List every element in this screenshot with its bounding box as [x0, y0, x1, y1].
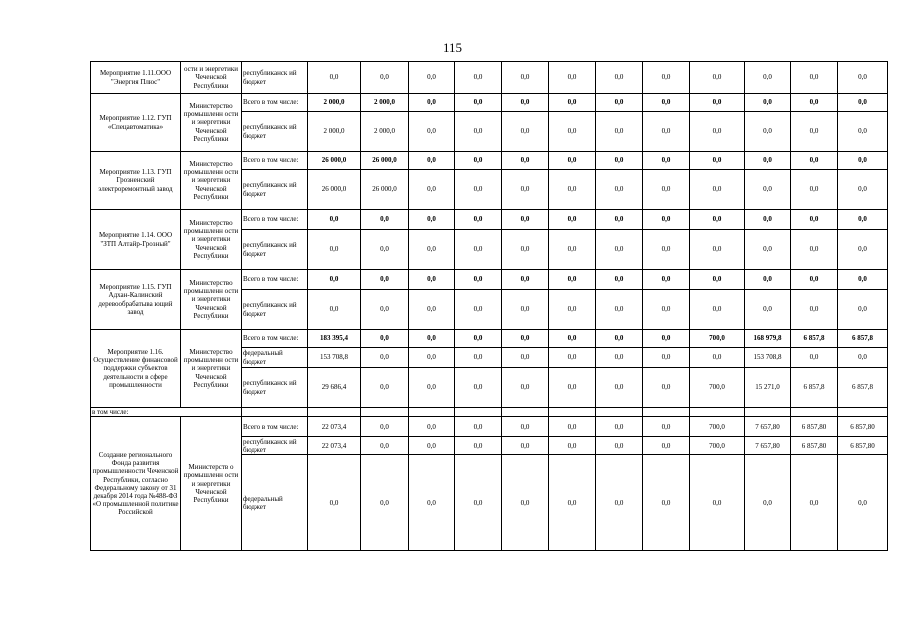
empty-cell — [549, 408, 596, 417]
funding-source: республиканск ий бюджет — [242, 368, 308, 408]
value-cell: 0,0 — [643, 170, 690, 210]
value-cell: 0,0 — [409, 437, 455, 455]
value-cell: 0,0 — [596, 210, 643, 230]
value-cell: 0,0 — [549, 230, 596, 270]
value-cell: 0,0 — [596, 94, 643, 112]
value-cell: 0,0 — [361, 437, 409, 455]
value-cell: 0,0 — [549, 290, 596, 330]
value-cell: 29 686,4 — [308, 368, 361, 408]
subheading-text: в том числе: — [91, 408, 242, 417]
value-cell: 0,0 — [502, 230, 549, 270]
empty-cell — [596, 408, 643, 417]
value-cell: 0,0 — [308, 290, 361, 330]
value-cell: 0,0 — [502, 290, 549, 330]
funding-source: Всего в том числе: — [242, 330, 308, 348]
value-cell: 26 000,0 — [308, 152, 361, 170]
empty-cell — [455, 408, 502, 417]
measure-name: Создание регионального Фонда развития промышленности Чеченской Республики, согласно Федеральному закону от 31 декабря 2014 года №488-ФЗ «О промышленной политике Российской — [91, 417, 181, 551]
value-cell: 0,0 — [409, 368, 455, 408]
value-cell: 0,0 — [502, 152, 549, 170]
value-cell: 0,0 — [549, 437, 596, 455]
measure-name: Мероприятие 1.12. ГУП «Спецавтоматика» — [91, 94, 181, 152]
value-cell: 700,0 — [690, 437, 745, 455]
value-cell: 0,0 — [502, 62, 549, 94]
value-cell: 0,0 — [596, 330, 643, 348]
value-cell: 0,0 — [502, 94, 549, 112]
value-cell: 700,0 — [690, 330, 745, 348]
value-cell: 0,0 — [308, 62, 361, 94]
value-cell: 6 857,8 — [838, 330, 888, 348]
value-cell: 2 000,0 — [361, 94, 409, 112]
value-cell: 0,0 — [838, 210, 888, 230]
value-cell: 0,0 — [745, 170, 791, 210]
value-cell: 6 857,80 — [838, 417, 888, 437]
value-cell: 0,0 — [838, 94, 888, 112]
executor-name: Министерств о промышленн ости и энергетики Чеченской Республики — [181, 417, 242, 551]
value-cell: 0,0 — [455, 230, 502, 270]
value-cell: 0,0 — [502, 270, 549, 290]
value-cell: 0,0 — [643, 330, 690, 348]
value-cell: 0,0 — [643, 62, 690, 94]
value-cell: 0,0 — [502, 417, 549, 437]
value-cell: 26 000,0 — [361, 152, 409, 170]
value-cell: 0,0 — [455, 270, 502, 290]
value-cell: 0,0 — [502, 112, 549, 152]
value-cell: 22 073,4 — [308, 417, 361, 437]
budget-table — [90, 61, 888, 551]
value-cell: 0,0 — [549, 417, 596, 437]
value-cell: 0,0 — [643, 348, 690, 368]
value-cell: 0,0 — [690, 270, 745, 290]
value-cell: 0,0 — [502, 210, 549, 230]
value-cell: 0,0 — [549, 455, 596, 551]
value-cell: 0,0 — [409, 62, 455, 94]
value-cell: 0,0 — [745, 62, 791, 94]
value-cell: 0,0 — [455, 330, 502, 348]
value-cell: 0,0 — [838, 230, 888, 270]
value-cell: 0,0 — [643, 112, 690, 152]
value-cell: 0,0 — [791, 62, 838, 94]
value-cell: 7 657,80 — [745, 437, 791, 455]
value-cell: 0,0 — [409, 94, 455, 112]
value-cell: 0,0 — [596, 417, 643, 437]
executor-name: Министерство промышленн ости и энергетики Чеченской Республики — [181, 210, 242, 270]
value-cell: 0,0 — [838, 270, 888, 290]
value-cell: 0,0 — [643, 437, 690, 455]
value-cell: 0,0 — [409, 290, 455, 330]
funding-source: Всего в том числе: — [242, 417, 308, 437]
value-cell: 0,0 — [549, 348, 596, 368]
value-cell: 15 271,0 — [745, 368, 791, 408]
value-cell: 0,0 — [791, 112, 838, 152]
value-cell: 700,0 — [690, 417, 745, 437]
value-cell: 0,0 — [838, 290, 888, 330]
value-cell: 168 979,8 — [745, 330, 791, 348]
value-cell: 6 857,8 — [838, 368, 888, 408]
value-cell: 0,0 — [596, 170, 643, 210]
empty-cell — [643, 408, 690, 417]
value-cell: 26 000,0 — [308, 170, 361, 210]
funding-source: Всего в том числе: — [242, 94, 308, 112]
table-row — [91, 330, 888, 348]
value-cell: 0,0 — [409, 417, 455, 437]
value-cell: 6 857,80 — [838, 437, 888, 455]
value-cell: 0,0 — [308, 455, 361, 551]
page-number: 115 — [442, 40, 463, 55]
value-cell: 0,0 — [643, 270, 690, 290]
funding-source: Всего в том числе: — [242, 270, 308, 290]
value-cell: 0,0 — [791, 455, 838, 551]
value-cell: 0,0 — [745, 270, 791, 290]
value-cell: 0,0 — [791, 290, 838, 330]
value-cell: 0,0 — [596, 112, 643, 152]
table-row — [91, 94, 888, 112]
value-cell: 0,0 — [690, 62, 745, 94]
value-cell: 0,0 — [643, 210, 690, 230]
value-cell: 0,0 — [361, 368, 409, 408]
value-cell: 0,0 — [409, 330, 455, 348]
value-cell: 0,0 — [361, 230, 409, 270]
value-cell: 0,0 — [409, 152, 455, 170]
value-cell: 0,0 — [361, 210, 409, 230]
measure-name: Мероприятие 1.13. ГУП Грозненский электроремонтный завод — [91, 152, 181, 210]
value-cell: 0,0 — [838, 152, 888, 170]
value-cell: 0,0 — [455, 94, 502, 112]
value-cell: 0,0 — [361, 330, 409, 348]
value-cell: 0,0 — [455, 210, 502, 230]
value-cell: 0,0 — [791, 348, 838, 368]
value-cell: 0,0 — [791, 270, 838, 290]
value-cell: 0,0 — [690, 230, 745, 270]
value-cell: 0,0 — [791, 230, 838, 270]
value-cell: 0,0 — [409, 455, 455, 551]
value-cell: 0,0 — [643, 94, 690, 112]
empty-cell — [502, 408, 549, 417]
value-cell: 0,0 — [745, 230, 791, 270]
value-cell: 0,0 — [643, 290, 690, 330]
value-cell: 0,0 — [502, 455, 549, 551]
value-cell: 0,0 — [838, 455, 888, 551]
value-cell: 0,0 — [361, 455, 409, 551]
value-cell: 0,0 — [409, 112, 455, 152]
measure-name: Мероприятие 1.16. Осуществление финансовой поддержки субъектов деятельности в сфере промышленности — [91, 330, 181, 408]
value-cell: 0,0 — [308, 270, 361, 290]
value-cell: 0,0 — [549, 112, 596, 152]
value-cell: 0,0 — [745, 290, 791, 330]
value-cell: 0,0 — [549, 330, 596, 348]
table-row — [91, 417, 888, 437]
value-cell: 0,0 — [643, 455, 690, 551]
value-cell: 0,0 — [643, 230, 690, 270]
value-cell: 6 857,8 — [791, 330, 838, 348]
value-cell: 6 857,8 — [791, 368, 838, 408]
value-cell: 0,0 — [838, 62, 888, 94]
value-cell: 0,0 — [409, 230, 455, 270]
funding-source: республиканск ий бюджет — [242, 62, 308, 94]
value-cell: 0,0 — [690, 348, 745, 368]
value-cell: 0,0 — [502, 170, 549, 210]
value-cell: 0,0 — [690, 210, 745, 230]
value-cell: 0,0 — [549, 62, 596, 94]
funding-source: федеральный бюджет — [242, 348, 308, 368]
value-cell: 0,0 — [791, 210, 838, 230]
executor-name: ости и энергетики Чеченской Республики — [181, 62, 242, 94]
subheading-row — [91, 408, 888, 417]
value-cell: 0,0 — [409, 270, 455, 290]
value-cell: 0,0 — [455, 455, 502, 551]
funding-source: республиканск ий бюджет — [242, 170, 308, 210]
value-cell: 0,0 — [596, 290, 643, 330]
value-cell: 0,0 — [791, 170, 838, 210]
measure-name: Мероприятие 1.14. ООО "ЗТП Алтайр-Грозный" — [91, 210, 181, 270]
value-cell: 0,0 — [549, 152, 596, 170]
funding-source: Всего в том числе: — [242, 152, 308, 170]
value-cell: 0,0 — [455, 437, 502, 455]
funding-source: республиканск ий бюджет — [242, 437, 308, 455]
value-cell: 0,0 — [409, 210, 455, 230]
value-cell: 0,0 — [838, 170, 888, 210]
value-cell: 0,0 — [690, 152, 745, 170]
measure-name: Мероприятие 1.11.ООО "Энергия Плюс" — [91, 62, 181, 94]
value-cell: 0,0 — [838, 348, 888, 368]
value-cell: 0,0 — [308, 210, 361, 230]
executor-name: Министерство промышленн ости и энергетики Чеченской Республики — [181, 152, 242, 210]
value-cell: 22 073,4 — [308, 437, 361, 455]
value-cell: 700,0 — [690, 368, 745, 408]
value-cell: 0,0 — [596, 437, 643, 455]
value-cell: 0,0 — [549, 170, 596, 210]
value-cell: 153 708,8 — [745, 348, 791, 368]
value-cell: 7 657,80 — [745, 417, 791, 437]
value-cell: 0,0 — [455, 290, 502, 330]
value-cell: 0,0 — [596, 270, 643, 290]
value-cell: 0,0 — [690, 290, 745, 330]
value-cell: 0,0 — [690, 170, 745, 210]
value-cell: 0,0 — [643, 417, 690, 437]
empty-cell — [745, 408, 791, 417]
table-row — [91, 152, 888, 170]
value-cell: 0,0 — [596, 230, 643, 270]
value-cell: 0,0 — [690, 112, 745, 152]
empty-cell — [409, 408, 455, 417]
value-cell: 2 000,0 — [308, 94, 361, 112]
funding-source: федеральный бюджет — [242, 455, 308, 551]
value-cell: 0,0 — [502, 348, 549, 368]
value-cell: 0,0 — [596, 455, 643, 551]
value-cell: 0,0 — [791, 94, 838, 112]
funding-source: республиканск ий бюджет — [242, 112, 308, 152]
value-cell: 0,0 — [455, 368, 502, 408]
value-cell: 0,0 — [455, 170, 502, 210]
value-cell: 0,0 — [643, 368, 690, 408]
value-cell: 0,0 — [361, 270, 409, 290]
funding-source: Всего в том числе: — [242, 210, 308, 230]
value-cell: 0,0 — [745, 210, 791, 230]
value-cell: 0,0 — [745, 94, 791, 112]
value-cell: 0,0 — [455, 112, 502, 152]
table-row — [91, 270, 888, 290]
value-cell: 2 000,0 — [308, 112, 361, 152]
value-cell: 0,0 — [361, 290, 409, 330]
value-cell: 0,0 — [502, 368, 549, 408]
value-cell: 0,0 — [502, 330, 549, 348]
value-cell: 2 000,0 — [361, 112, 409, 152]
value-cell: 0,0 — [455, 417, 502, 437]
value-cell: 0,0 — [549, 210, 596, 230]
empty-cell — [838, 408, 888, 417]
table-row — [91, 62, 888, 94]
value-cell: 0,0 — [643, 152, 690, 170]
value-cell: 0,0 — [361, 62, 409, 94]
value-cell: 0,0 — [838, 112, 888, 152]
executor-name: Министерство промышленн ости и энергетики Чеченской Республики — [181, 94, 242, 152]
table-row — [91, 210, 888, 230]
value-cell: 0,0 — [455, 152, 502, 170]
value-cell: 0,0 — [745, 152, 791, 170]
value-cell: 0,0 — [596, 152, 643, 170]
value-cell: 0,0 — [596, 348, 643, 368]
value-cell: 0,0 — [549, 270, 596, 290]
value-cell: 0,0 — [549, 94, 596, 112]
value-cell: 0,0 — [745, 455, 791, 551]
value-cell: 0,0 — [455, 62, 502, 94]
value-cell: 0,0 — [596, 62, 643, 94]
value-cell: 0,0 — [690, 455, 745, 551]
empty-cell — [361, 408, 409, 417]
value-cell: 0,0 — [596, 368, 643, 408]
value-cell: 0,0 — [690, 94, 745, 112]
value-cell: 0,0 — [791, 152, 838, 170]
empty-cell — [242, 408, 308, 417]
funding-source: республиканск ий бюджет — [242, 230, 308, 270]
empty-cell — [791, 408, 838, 417]
value-cell: 6 857,80 — [791, 417, 838, 437]
value-cell: 0,0 — [549, 368, 596, 408]
value-cell: 0,0 — [409, 170, 455, 210]
executor-name: Министерство промышленн ости и энергетики Чеченской Республики — [181, 270, 242, 330]
value-cell: 0,0 — [502, 437, 549, 455]
value-cell: 0,0 — [409, 348, 455, 368]
value-cell: 0,0 — [308, 230, 361, 270]
value-cell: 6 857,80 — [791, 437, 838, 455]
funding-source: республиканск ий бюджет — [242, 290, 308, 330]
measure-name: Мероприятие 1.15. ГУП Адхан-Калинский деревообрабатыва ющий завод — [91, 270, 181, 330]
value-cell: 0,0 — [361, 348, 409, 368]
value-cell: 183 395,4 — [308, 330, 361, 348]
value-cell: 0,0 — [745, 112, 791, 152]
value-cell: 0,0 — [361, 417, 409, 437]
value-cell: 26 000,0 — [361, 170, 409, 210]
empty-cell — [308, 408, 361, 417]
value-cell: 0,0 — [455, 348, 502, 368]
executor-name: Министерство промышленн ости и энергетики Чеченской Республики — [181, 330, 242, 408]
value-cell: 153 708,8 — [308, 348, 361, 368]
empty-cell — [690, 408, 745, 417]
